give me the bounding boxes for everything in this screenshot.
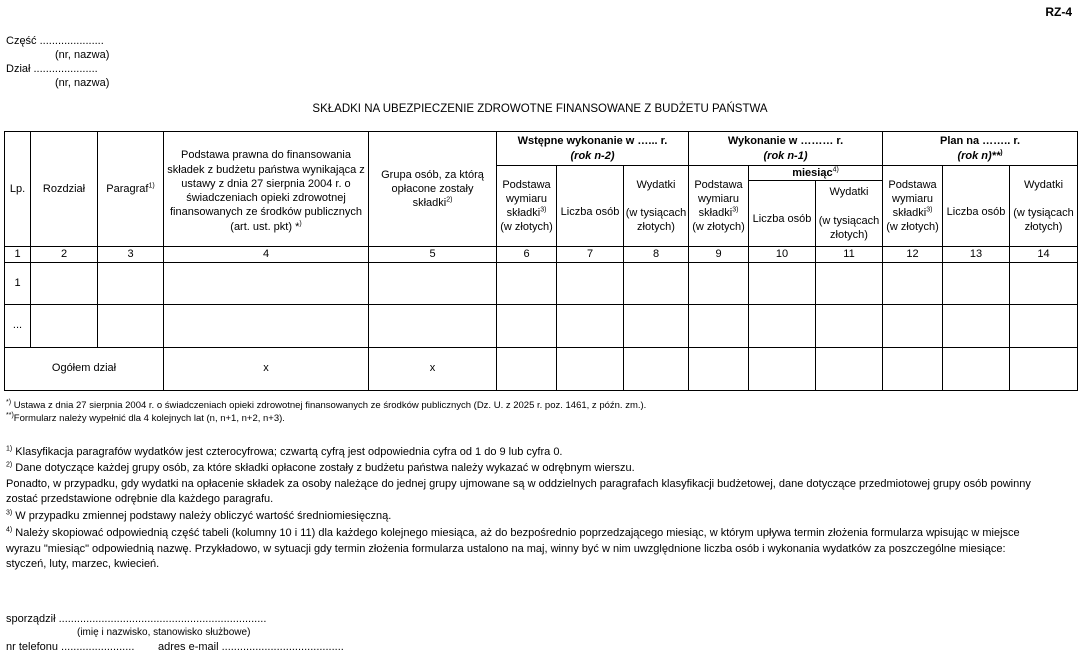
col-num-11: 11 [816, 247, 883, 262]
header-plan: Plan na …….. r. (rok n)**) [883, 132, 1078, 166]
czesc-field: Część ..................... [6, 35, 104, 47]
input-cell[interactable] [943, 304, 1010, 347]
input-cell[interactable] [31, 304, 98, 347]
input-cell[interactable] [557, 347, 624, 390]
header-podstawa-wymiaru-g2: Podstawa wymiaru składki$^{3)}$ (w złotych) [689, 166, 749, 247]
input-cell[interactable] [816, 262, 883, 304]
input-cell[interactable] [369, 262, 497, 304]
col-num-10: 10 [749, 247, 816, 262]
header-liczba-osob-g2: Liczba osób [749, 181, 816, 247]
col-num-9: 9 [689, 247, 749, 262]
input-cell[interactable] [749, 347, 816, 390]
page-title: SKŁADKI NA UBEZPIECZENIE ZDROWOTNE FINANSOWANE Z BUDŻETU PAŃSTWA [312, 103, 768, 115]
input-cell[interactable] [497, 304, 557, 347]
input-cell[interactable] [816, 347, 883, 390]
table-row [5, 304, 1078, 347]
header-rozdzial: Rozdział [31, 132, 98, 247]
dzial-field: Dział ..................... [6, 63, 98, 75]
input-cell[interactable] [883, 347, 943, 390]
input-cell[interactable] [624, 262, 689, 304]
col-num-2: 2 [31, 247, 98, 262]
input-cell[interactable] [816, 304, 883, 347]
col-num-1: 1 [5, 247, 31, 262]
input-cell[interactable] [164, 262, 369, 304]
input-cell[interactable] [943, 347, 1010, 390]
col-num-5: 5 [369, 247, 497, 262]
footnote-3: $^{3)}$ W przypadku zmiennej podstawy należy obliczyć wartość średniomiesięczną. [6, 509, 392, 522]
footnote-4: $^{4)}$ Należy skopiować odpowiednią część tabeli (kolumny 10 i 11) dla każdego kolejnego miesiąca, aż do bezpośrednio poprzedzającego miesiąc, w którym upływa termin złożenia formularza wpisując w miejsce wyrazu "miesiąc" odpowiednią nazwę. Przykładowo, w sytuacji gdy termin złożenia formularza ustalono na maj, winny być w nim uwzględnione liczba osób i wykonania wydatków za poszczególne miesiące: styczeń, luty, marzec, kwiecień. [6, 526, 1020, 571]
input-cell[interactable] [557, 262, 624, 304]
input-cell[interactable] [883, 262, 943, 304]
column-number-row [5, 247, 1078, 262]
input-cell[interactable] [624, 304, 689, 347]
row-lp: ... [5, 304, 31, 347]
total-x-col4: x [164, 347, 369, 390]
input-cell[interactable] [31, 262, 98, 304]
header-wydatki-g1: Wydatki (w tysiącach złotych) [624, 166, 689, 247]
col-num-6: 6 [497, 247, 557, 262]
header-grupa-osob: Grupa osób, za którą opłacone zostały składki$^{2)}$ [369, 132, 497, 247]
input-cell[interactable] [689, 262, 749, 304]
sporzadzil-hint: (imię i nazwisko, stanowisko służbowe) [77, 627, 251, 638]
sporzadzil-field: sporządził .................................................................... [6, 613, 267, 625]
footnote-star1: *) Ustawa z dnia 27 sierpnia 2004 r. o świadczeniach opieki zdrowotnej finansowanych ze środków publicznych (Dz. U. z 2025 r. poz. 1461, z późn. zm.). [6, 398, 647, 411]
col-num-13: 13 [943, 247, 1010, 262]
input-cell[interactable] [689, 304, 749, 347]
total-x-col5: x [369, 347, 497, 390]
header-miesiac: miesiąc$^{4)}$ [749, 166, 883, 181]
input-cell[interactable] [883, 304, 943, 347]
input-cell[interactable] [749, 304, 816, 347]
header-wydatki-g3: Wydatki (w tysiącach złotych) [1010, 166, 1078, 247]
col-num-8: 8 [624, 247, 689, 262]
input-cell[interactable] [943, 262, 1010, 304]
header-wydatki-g2: Wydatki (w tysiącach złotych) [816, 181, 883, 247]
col-num-14: 14 [1010, 247, 1078, 262]
input-cell[interactable] [98, 304, 164, 347]
col-num-3: 3 [98, 247, 164, 262]
header-lp: Lp. [5, 132, 31, 247]
input-cell[interactable] [624, 347, 689, 390]
col-num-7: 7 [557, 247, 624, 262]
footnote-2: $^{2)}$ Dane dotyczące każdej grupy osób, za które składki opłacone zostały z budżetu państwa należy wykazać w odrębnym wierszu. Ponadto, w przypadku, gdy wydatki na opłacenie składek za osoby należące do jednej grupy ujmowane są w oddzielnych paragrafach klasyfikacji budżetowej, dane dotyczące przedmiotowej grupy osób powinny zostać przedstawione odrębnie dla każdego paragrafu. [6, 461, 1031, 506]
input-cell[interactable] [98, 262, 164, 304]
table-row [5, 262, 1078, 304]
input-cell[interactable] [689, 347, 749, 390]
header-paragraf: Paragraf$^{1)}$ [98, 132, 164, 247]
total-row [5, 347, 1078, 390]
col-num-12: 12 [883, 247, 943, 262]
header-wykonanie: Wykonanie w ……… r. (rok n-1) [689, 132, 883, 166]
input-cell[interactable] [164, 304, 369, 347]
footnote-star2: **)Formularz należy wypełnić dla 4 kolejnych lat (n, n+1, n+2, n+3). [6, 411, 285, 424]
czesc-hint: (nr, nazwa) [55, 49, 110, 61]
header-podstawa-prawna: Podstawa prawna do finansowania składek z budżetu państwa wynikająca z ustawy z dnia 27 sierpnia 2004 r. o świadczeniach opieki zdrowotnej finansowanych ze środków publicznych (art. ust. pkt) *) [164, 132, 369, 247]
header-podstawa-wymiaru-g1: Podstawa wymiaru składki$^{3)}$ (w złotych) [497, 166, 557, 247]
input-cell[interactable] [557, 304, 624, 347]
input-cell[interactable] [1010, 347, 1078, 390]
contributions-table [4, 131, 1078, 391]
input-cell[interactable] [1010, 304, 1078, 347]
input-cell[interactable] [749, 262, 816, 304]
header-liczba-osob-g3: Liczba osób [943, 166, 1010, 247]
row-lp: 1 [5, 262, 31, 304]
form-code: RZ-4 [1045, 5, 1072, 19]
header-wstepne-wykonanie: Wstępne wykonanie w …... r. (rok n-2) [497, 132, 689, 166]
input-cell[interactable] [1010, 262, 1078, 304]
header-podstawa-wymiaru-g3: Podstawa wymiaru składki$^{3)}$ (w złotych) [883, 166, 943, 247]
input-cell[interactable] [497, 347, 557, 390]
input-cell[interactable] [369, 304, 497, 347]
input-cell[interactable] [497, 262, 557, 304]
email-field: adres e-mail ........................................ [158, 641, 344, 653]
col-num-4: 4 [164, 247, 369, 262]
total-label: Ogółem dział [5, 347, 164, 390]
footnote-1: $^{1)}$ Klasyfikacja paragrafów wydatków jest czterocyfrowa; czwartą cyfrą jest odpowiednia cyfra od 1 do 9 lub cyfra 0. [6, 445, 563, 458]
telefon-field: nr telefonu ........................ [6, 641, 135, 653]
header-liczba-osob-g1: Liczba osób [557, 166, 624, 247]
dzial-hint: (nr, nazwa) [55, 77, 110, 89]
